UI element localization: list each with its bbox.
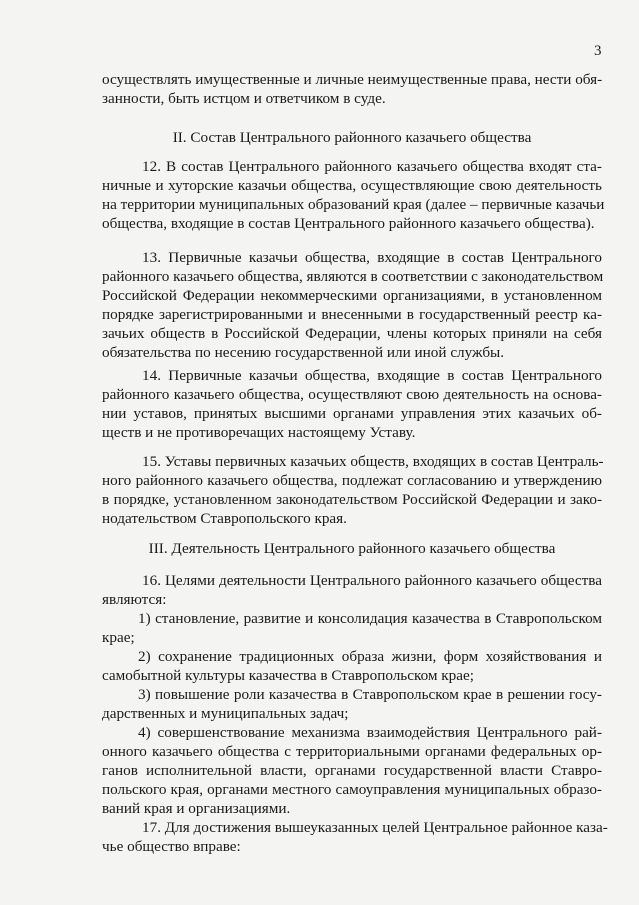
text-line: районного казачьего общества, осуществляют свою деятельность на основа- bbox=[102, 386, 602, 403]
text-line: ваний края и организациями. bbox=[102, 800, 291, 817]
text-line: самобытной культуры казачества в Ставропольском крае; bbox=[102, 667, 474, 684]
text-line: крае; bbox=[102, 629, 135, 646]
text-line: ного районного казачьего общества, подлежат согласованию и утверждению bbox=[102, 472, 602, 489]
text-line: 4) совершенствование механизма взаимодействия Центрального рай- bbox=[138, 724, 602, 741]
text-line: 1) становление, развитие и консолидация казачества в Ставропольском bbox=[138, 610, 602, 627]
text-line: обязательства по несению государственной или иной службы. bbox=[102, 344, 505, 361]
text-line: 14. Первичные казачьи общества, входящие в состав Центрального bbox=[142, 367, 602, 384]
text-line: ничные и хуторские казачьи общества, осуществляющие свою деятельность bbox=[102, 177, 602, 194]
text-line: 2) сохранение традиционных образа жизни, форм хозяйствования и bbox=[138, 648, 602, 665]
text-line: осуществлять имущественные и личные неимущественные права, нести обя- bbox=[102, 71, 603, 88]
text-line: 3) повышение роли казачества в Ставропольском крае в решении госу- bbox=[138, 686, 602, 703]
text-line: 13. Первичные казачьи общества, входящие в состав Центрального bbox=[142, 249, 602, 266]
text-line: являются: bbox=[102, 591, 167, 608]
text-line: польского края, органами местного самоуправления муниципальных образо- bbox=[102, 781, 602, 798]
text-line: районного казачьего общества, являются в соответствии с законодательством bbox=[102, 268, 604, 285]
text-line: зачьих обществ в Российской Федерации, члены которых приняли на себя bbox=[102, 325, 602, 342]
text-line: нии уставов, принятых высшими органами управления этих казачьих об- bbox=[102, 405, 602, 422]
section-heading: III. Деятельность Центрального районного казачьего общества bbox=[148, 540, 556, 557]
text-line: 16. Целями деятельности Центрального районного казачьего общества bbox=[142, 572, 602, 589]
text-line: в порядке, установленном законодательством Российской Федерации и зако- bbox=[102, 491, 602, 508]
text-line: порядке зарегистрированными и внесенными в государственный реестр ка- bbox=[102, 306, 602, 323]
text-line: ществ и не противоречащих настоящему Уставу. bbox=[102, 424, 416, 441]
text-line: дарственных и муниципальных задач; bbox=[102, 705, 349, 722]
text-line: Российской Федерации некоммерческими организациями, в установленном bbox=[102, 287, 602, 304]
section-heading: II. Состав Центрального районного казачьего общества bbox=[172, 129, 532, 146]
text-line: ганов исполнительной власти, органами государственной власти Ставро- bbox=[102, 762, 602, 779]
text-line: чье общество вправе: bbox=[102, 838, 241, 855]
text-line: нодательством Ставропольского края. bbox=[102, 510, 347, 527]
text-line: общества, входящие в состав Центрального районного казачьего общества). bbox=[102, 215, 595, 232]
text-line: 12. В состав Центрального районного казачьего общества входят ста- bbox=[142, 158, 602, 175]
text-line: 17. Для достижения вышеуказанных целей Центральное районное каза- bbox=[142, 819, 608, 836]
text-line: онного казачьего общества с территориальными органами федеральных ор- bbox=[102, 743, 602, 760]
page-number: 3 bbox=[594, 43, 602, 59]
text-line: на территории муниципальных образований края (далее – первичные казачьи bbox=[102, 196, 605, 213]
text-line: 15. Уставы первичных казачьих обществ, входящих в состав Централь- bbox=[142, 453, 604, 470]
text-line: занности, быть истцом и ответчиком в суде. bbox=[102, 90, 386, 107]
